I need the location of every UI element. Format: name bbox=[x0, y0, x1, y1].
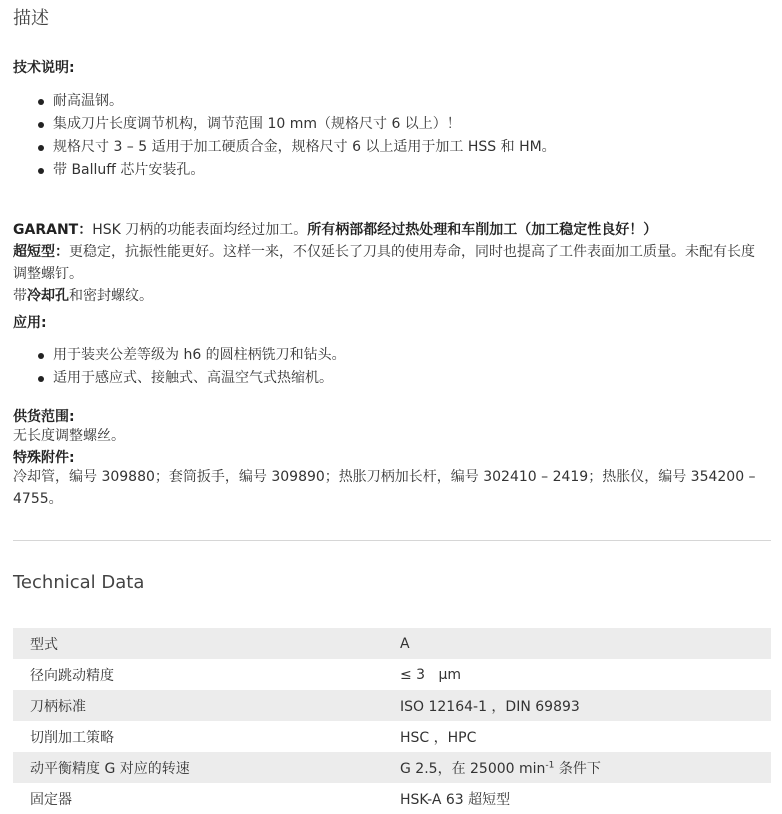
row-value: HSC ，HPC bbox=[400, 729, 477, 746]
row-value bbox=[400, 752, 771, 783]
table-row bbox=[13, 659, 771, 690]
garant-text: HSK 刀柄的功能表面均经过加工。 bbox=[92, 222, 308, 238]
supply-text: 无长度调整螺丝。 bbox=[13, 428, 125, 444]
list-item: 带 Balluff 芯片安装孔。 bbox=[13, 159, 556, 182]
row-value: ≤ 3 µm bbox=[400, 666, 461, 683]
table-row bbox=[13, 721, 771, 752]
tech-notes-heading: 技术说明: bbox=[13, 60, 75, 76]
row-key: 固定器 bbox=[30, 791, 72, 808]
tech-notes-list bbox=[13, 90, 556, 182]
table-row bbox=[13, 783, 771, 814]
coolant-prefix: 带 bbox=[13, 288, 27, 304]
row-key: 切削加工策略 bbox=[30, 729, 114, 746]
short-type-text: 更稳定，抗振性能更好。这样一来，不仅延长了刀具的使用寿命，同时也提高了工件表面加工质量。未配有长度调整螺钉。 bbox=[13, 244, 755, 282]
application-heading: 应用: bbox=[13, 315, 47, 331]
accessories-text: 冷却管，编号 309880；套筒扳手，编号 309890；热胀刀柄加长杆，编号 302410 – 2419；热胀仪，编号 354200 – 4755。 bbox=[13, 469, 756, 507]
short-type-label: 超短型： bbox=[13, 244, 69, 260]
table-row bbox=[13, 628, 771, 659]
application-list bbox=[13, 344, 346, 390]
row-value: HSK-A 63 超短型 bbox=[400, 791, 511, 808]
list-item: 规格尺寸 3 – 5 适用于加工硬质合金，规格尺寸 6 以上适用于加工 HSS 和 HM。 bbox=[13, 136, 556, 159]
garant-label: GARANT： bbox=[13, 222, 93, 238]
list-item: 用于装夹公差等级为 h6 的圆柱柄铣刀和钻头。 bbox=[13, 344, 346, 367]
value-suffix: 条件下 bbox=[554, 760, 601, 777]
row-key: 型式 bbox=[13, 628, 400, 659]
list-item: 耐高温钢。 bbox=[13, 90, 556, 113]
technical-data-heading: Technical Data bbox=[13, 572, 145, 593]
coolant-suffix: 和密封螺纹。 bbox=[69, 288, 153, 304]
row-key: 刀柄标准 bbox=[13, 690, 400, 721]
row-value: ISO 12164-1 ，DIN 69893 bbox=[400, 690, 771, 721]
garant-bold-text: 所有柄部都经过热处理和车削加工（加工稳定性良好！） bbox=[307, 222, 658, 238]
value-main: G 2.5，在 25000 min bbox=[400, 760, 546, 777]
row-key: 径向跳动精度 bbox=[30, 667, 114, 684]
technical-data-table bbox=[13, 628, 771, 814]
garant-paragraph bbox=[13, 219, 758, 307]
row-key: 动平衡精度 G 对应的转速 bbox=[13, 752, 400, 783]
accessories-heading: 特殊附件: bbox=[13, 450, 75, 466]
table-row bbox=[13, 752, 771, 783]
list-item: 集成刀片长度调节机构，调节范围 10 mm（规格尺寸 6 以上）！ bbox=[13, 113, 556, 136]
table-row bbox=[13, 690, 771, 721]
description-heading: 描述 bbox=[13, 8, 49, 29]
coolant-bold: 冷却孔 bbox=[27, 288, 69, 304]
supply-heading: 供货范围: bbox=[13, 409, 75, 425]
value-superscript: -1 bbox=[545, 759, 555, 770]
section-divider bbox=[13, 540, 771, 541]
row-value: A bbox=[400, 628, 771, 659]
list-item: 适用于感应式、接触式、高温空气式热缩机。 bbox=[13, 367, 346, 390]
